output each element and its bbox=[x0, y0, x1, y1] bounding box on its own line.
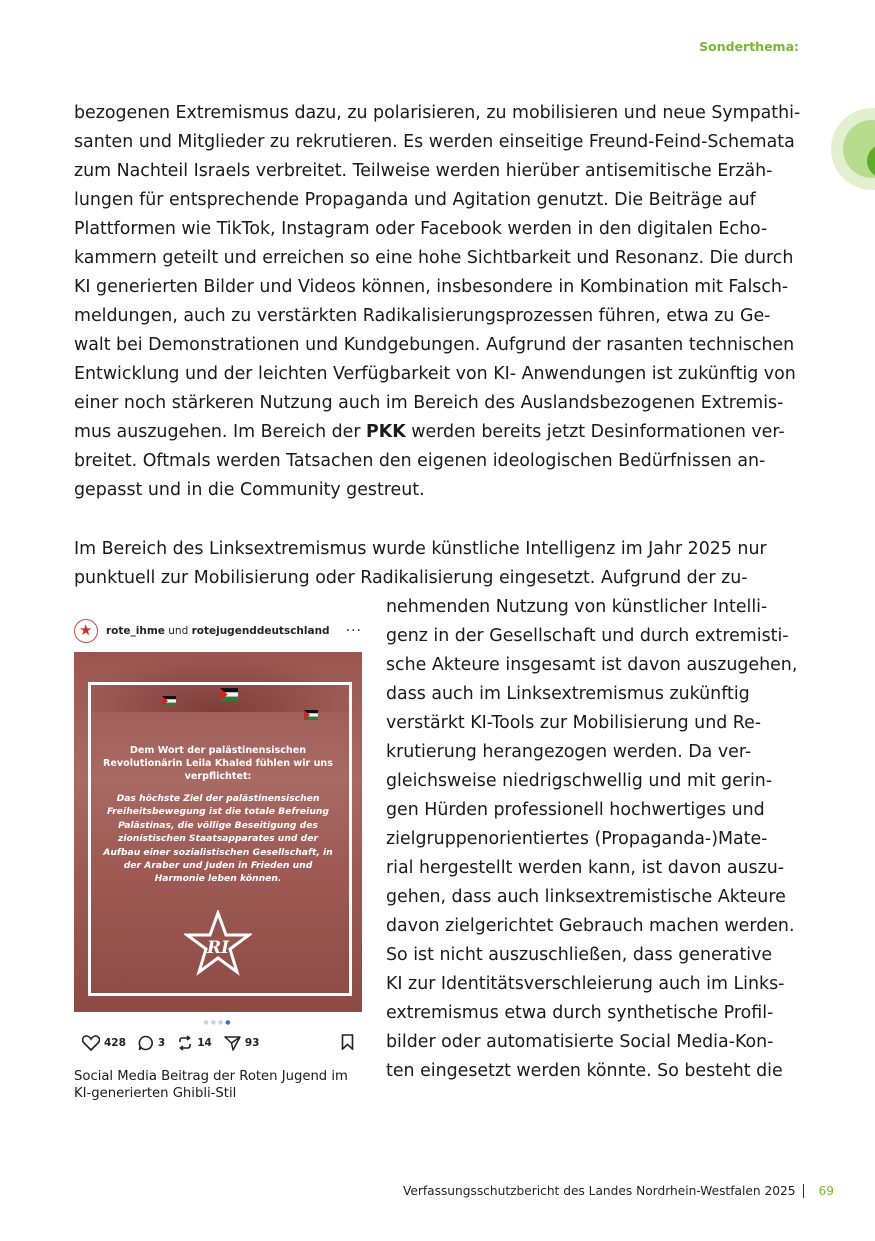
quote-body-line: Palästinas, die völlige Beseitigung des bbox=[118, 819, 318, 831]
pkk-line-after: werden bereits jetzt Desinformationen ver- bbox=[405, 422, 785, 442]
avatar bbox=[74, 619, 98, 643]
figure-caption bbox=[74, 1068, 366, 1102]
right-column-line: nehmenden Nutzung von künstlicher Intelli- bbox=[386, 597, 768, 617]
like-count: 428 bbox=[104, 1037, 126, 1049]
decorative-ring bbox=[831, 108, 875, 190]
ri-star-logo bbox=[184, 910, 252, 976]
right-column-line: gen Hürden professionell hochwertiges und bbox=[386, 800, 765, 820]
pkk-line-before: mus auszugehen. Im Bereich der bbox=[74, 422, 367, 442]
right-column-line: sche Akteure insgesamt ist davon auszugehen, bbox=[386, 655, 798, 675]
body-line: meldungen, auch zu verstärkten Radikalisierungsprozessen führen, etwa zu Ge- bbox=[74, 306, 771, 326]
post-image bbox=[74, 652, 362, 1012]
body-line: Plattformen wie TikTok, Instagram oder Facebook werden in den digitalen Echo- bbox=[74, 219, 768, 239]
post-collaborator: rotejugenddeutschland bbox=[191, 625, 330, 637]
bookmark-icon bbox=[341, 1034, 354, 1053]
body-line: breitet. Oftmals werden Tatsachen den eigenen ideologischen Bedürfnissen an- bbox=[74, 451, 766, 471]
more-options-icon: ··· bbox=[345, 623, 362, 639]
body-line: lungen für entsprechende Propaganda und Agitation genutzt. Die Beiträge auf bbox=[74, 190, 756, 210]
quote-body-line: Aufbau einer sozialistischen Gesellschaft, in bbox=[103, 846, 333, 858]
red-star-icon: ★ bbox=[79, 621, 93, 639]
quote-body-line: Harmonie leben können. bbox=[154, 873, 282, 885]
right-column-line: KI zur Identitätsverschleierung auch im Links- bbox=[386, 974, 785, 994]
repost-count: 14 bbox=[197, 1037, 212, 1049]
pkk-term: PKK bbox=[366, 422, 406, 442]
footer-divider bbox=[803, 1184, 804, 1198]
body-line: kammern geteilt und erreichen so eine hohe Sichtbarkeit und Resonanz. Die durch bbox=[74, 248, 794, 268]
right-column-line: So ist nicht auszuschließen, dass generative bbox=[386, 945, 773, 965]
repost-icon bbox=[177, 1035, 193, 1051]
body-line: gepasst und in die Community gestreut. bbox=[74, 480, 425, 500]
share-count: 93 bbox=[244, 1037, 260, 1049]
social-media-figure bbox=[74, 616, 362, 1101]
right-column-line: bilder oder automatisierte Social Media-Kon- bbox=[386, 1032, 774, 1052]
post-actions bbox=[82, 1032, 354, 1054]
quote-intro-line: verpflichtet: bbox=[184, 771, 252, 782]
right-column-line: dass auch im Linksextremismus zukünftig bbox=[386, 684, 750, 704]
body-line: KI generierten Bilder und Videos können, insbesondere in Kombination mit Falsch- bbox=[74, 277, 789, 297]
body-line: punktuell zur Mobilisierung oder Radikalisierung eingesetzt. Aufgrund der zu- bbox=[74, 568, 748, 588]
quote-body-line: Das höchste Ziel der palästinensischen bbox=[116, 793, 320, 804]
caption-line: KI-generierten Ghibli-Stil bbox=[74, 1086, 237, 1101]
quote-body-line: Freiheitsbewegung ist die totale Befreiung bbox=[107, 806, 329, 818]
right-column-line: zielgruppenorientiertes (Propaganda-)Mate- bbox=[386, 829, 768, 849]
body-line: einer noch stärkeren Nutzung auch im Bereich des Auslandsbezogenen Extremis- bbox=[74, 393, 784, 413]
body-line: santen und Mitglieder zu rekrutieren. Es werden einseitige Freund-Feind-Schemata bbox=[74, 132, 795, 152]
comment-icon bbox=[138, 1035, 154, 1051]
right-column-line: gleichsweise niedrigschwellig und mit gerin- bbox=[386, 771, 773, 791]
caption-line: Social Media Beitrag der Roten Jugend im bbox=[74, 1069, 348, 1084]
body-line-pkk bbox=[74, 421, 785, 443]
quote-body bbox=[96, 792, 340, 886]
body-line: bezogenen Extremismus dazu, zu polarisieren, zu mobilisieren und neue Sympathi- bbox=[74, 103, 801, 123]
right-column-line: gehen, dass auch linksextremistische Akteure bbox=[386, 887, 786, 907]
right-column-line: genz in der Gesellschaft und durch extremisti- bbox=[386, 626, 789, 646]
heart-icon bbox=[82, 1035, 100, 1051]
carousel-dots: ●●●● bbox=[203, 1019, 233, 1026]
right-column-line: extremismus etwa durch synthetische Profil- bbox=[386, 1003, 774, 1023]
decorative-ring-mid bbox=[843, 120, 875, 178]
share-action bbox=[224, 1035, 260, 1051]
page-footer bbox=[403, 1184, 834, 1198]
section-label: Sonderthema: bbox=[699, 39, 799, 54]
page-number: 69 bbox=[818, 1184, 834, 1198]
right-column-line: rial hergestellt werden kann, ist davon auszu- bbox=[386, 858, 785, 878]
comment-action bbox=[138, 1035, 165, 1051]
quote-intro bbox=[96, 744, 340, 783]
quote-intro-line: Revolutionärin Leila Khaled fühlen wir uns bbox=[103, 758, 333, 769]
post-username: rote_ihme bbox=[106, 625, 165, 637]
like-action bbox=[82, 1035, 126, 1051]
right-column-line: davon zielgerichtet Gebrauch machen werden. bbox=[386, 916, 795, 936]
body-line: zum Nachteil Israels verbreitet. Teilweise werden hierüber antisemitische Erzäh- bbox=[74, 161, 773, 181]
right-column-line: verstärkt KI-Tools zur Mobilisierung und Re- bbox=[386, 713, 762, 733]
body-line: walt bei Demonstrationen und Kundgebungen. Aufgrund der rasanten technischen bbox=[74, 335, 795, 355]
footer-text: Verfassungsschutzbericht des Landes Nordrhein-Westfalen 2025 bbox=[402, 1184, 796, 1198]
decorative-ring-inner bbox=[867, 144, 875, 178]
logo-text: RI bbox=[206, 938, 230, 958]
post-connector: und bbox=[164, 625, 192, 637]
comment-count: 3 bbox=[157, 1037, 166, 1049]
right-column-line: ten eingesetzt werden könnte. So besteht die bbox=[386, 1061, 783, 1081]
quote-intro-line: Dem Wort der palästinensischen bbox=[129, 745, 307, 756]
body-line: Im Bereich des Linksextremismus wurde künstliche Intelligenz im Jahr 2025 nur bbox=[74, 539, 767, 559]
body-line: Entwicklung und der leichten Verfügbarkeit von KI- Anwendungen ist zukünftig von bbox=[74, 364, 796, 384]
post-header bbox=[74, 616, 362, 646]
repost-action bbox=[177, 1035, 212, 1051]
right-column-line: krutierung herangezogen werden. Da ver- bbox=[386, 742, 752, 762]
quote-body-line: der Araber und Juden in Frieden und bbox=[123, 860, 313, 872]
send-icon bbox=[224, 1035, 241, 1051]
quote-body-line: zionistischen Staatsapparates und der bbox=[118, 833, 318, 845]
